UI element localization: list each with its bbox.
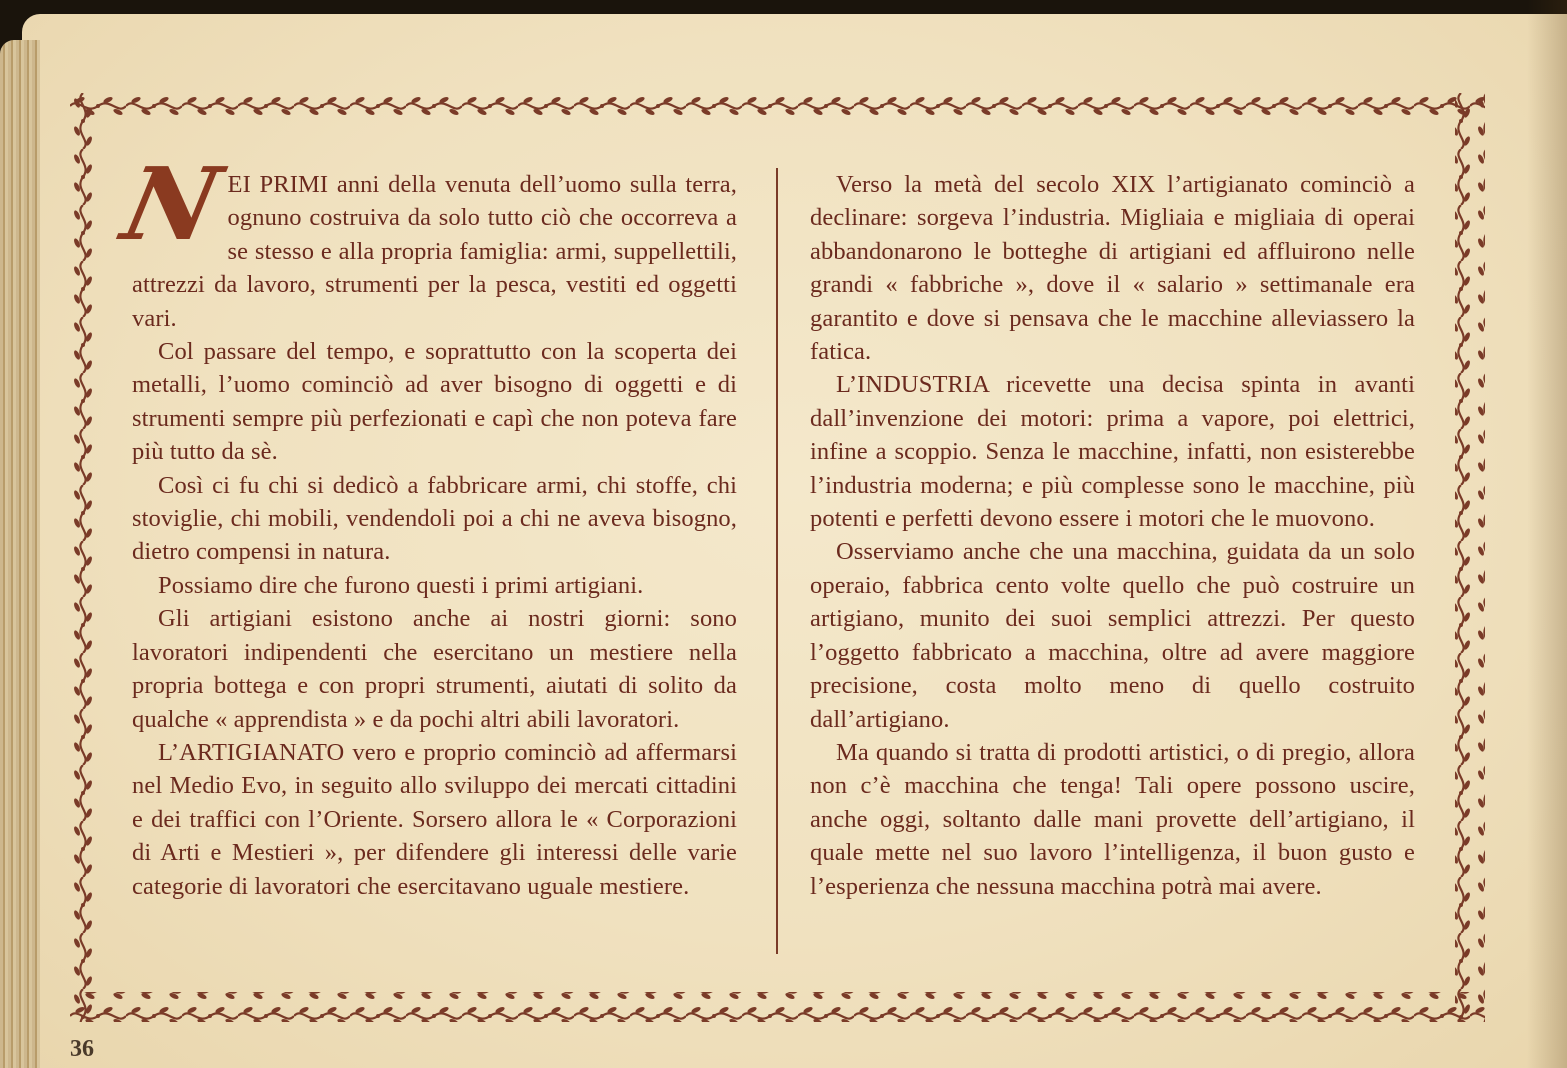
drop-cap: N (113, 145, 231, 263)
paragraph-8: L’INDUSTRIA ricevette una decisa spinta in avanti dall’invenzione dei motori: prima a vapore, poi elettrici, infine a scoppio. Senza le macchine, infatti, non esisterebbe l’industria moderna; e più complesse sono le macchine, più potenti e perfetti devono essere i motori che le muovono. (810, 371, 1415, 533)
column-divider-rule (776, 168, 778, 954)
paragraph-5: Gli artigiani esistono anche ai nostri giorni: sono lavoratori indipendenti che esercitano un mestiere nella propria bottega e con propri strumenti, aiutati di solito da qualche « apprendista » e da pochi altri abili lavoratori. (132, 605, 737, 733)
paragraph-9: Osserviamo anche che una macchina, guidata da un solo operaio, fabbrica cento volte quello che può costruire un artigiano, munito dei suoi semplici attrezzi. Per questo l’oggetto fabbricato a macchina, oltre ad avere maggiore precisione, costa molto meno di quello costruito dall’artigiano. (810, 538, 1415, 733)
page-number: 36 (70, 1036, 94, 1062)
page-stack-edge (0, 40, 40, 1068)
paragraph-4: Possiamo dire che furono questi i primi artigiani. (158, 571, 644, 599)
paragraph-3: Così ci fu chi si dedicò a fabbricare armi, chi stoffe, chi stoviglie, chi mobili, vendendoli poi a chi ne aveva bisogno, dietro compensi in natura. (132, 471, 737, 566)
paragraph-2: Col passare del tempo, e soprattutto con la scoperta dei metalli, l’uomo cominciò ad aver bisogno di oggetti e di strumenti sempre più perfezionati e capì che non poteva fare più tutto da sè. (132, 338, 737, 466)
gutter-shadow (1527, 0, 1567, 1068)
paragraph-7: Verso la metà del secolo XIX l’artigianato cominciò a declinare: sorgeva l’industria. Migliaia e migliaia di operai abbandonarono le botteghe di artigiani ed affluirono nelle grandi « fabbriche », dove il « salario » settimanale era garantito e dove si pensava che le macchine alleviassero la fatica. (810, 171, 1415, 366)
left-column (113, 145, 737, 903)
paragraph-1: N EI PRIMI anni della venuta dell’uomo sulla terra, ognuno costruiva da solo tutto ciò che occorreva a se stesso e alla propria famiglia: armi, suppellettili, attrezzi da lavoro, strumenti per la pesca, vestiti ed oggetti vari. (113, 145, 737, 332)
paragraph-10: Ma quando si tratta di prodotti artistici, o di pregio, allora non c’è macchina che tenga! Tali opere possono uscire, anche oggi, soltanto dalle mani provette dell’artigiano, il quale mette nel suo lavoro l’intelligenza, il buon gusto e l’esperienza che nessuna macchina potrà mai avere. (810, 738, 1415, 900)
paragraph-6: L’ARTIGIANATO vero e proprio cominciò ad affermarsi nel Medio Evo, in seguito allo sviluppo dei mercati cittadini e dei traffici con l’Oriente. Sorsero allora le « Corporazioni di Arti e Mestieri », per difendere gli interessi delle varie categorie di lavoratori che esercitavano uguale mestiere. (132, 738, 737, 900)
right-column (810, 168, 1415, 903)
